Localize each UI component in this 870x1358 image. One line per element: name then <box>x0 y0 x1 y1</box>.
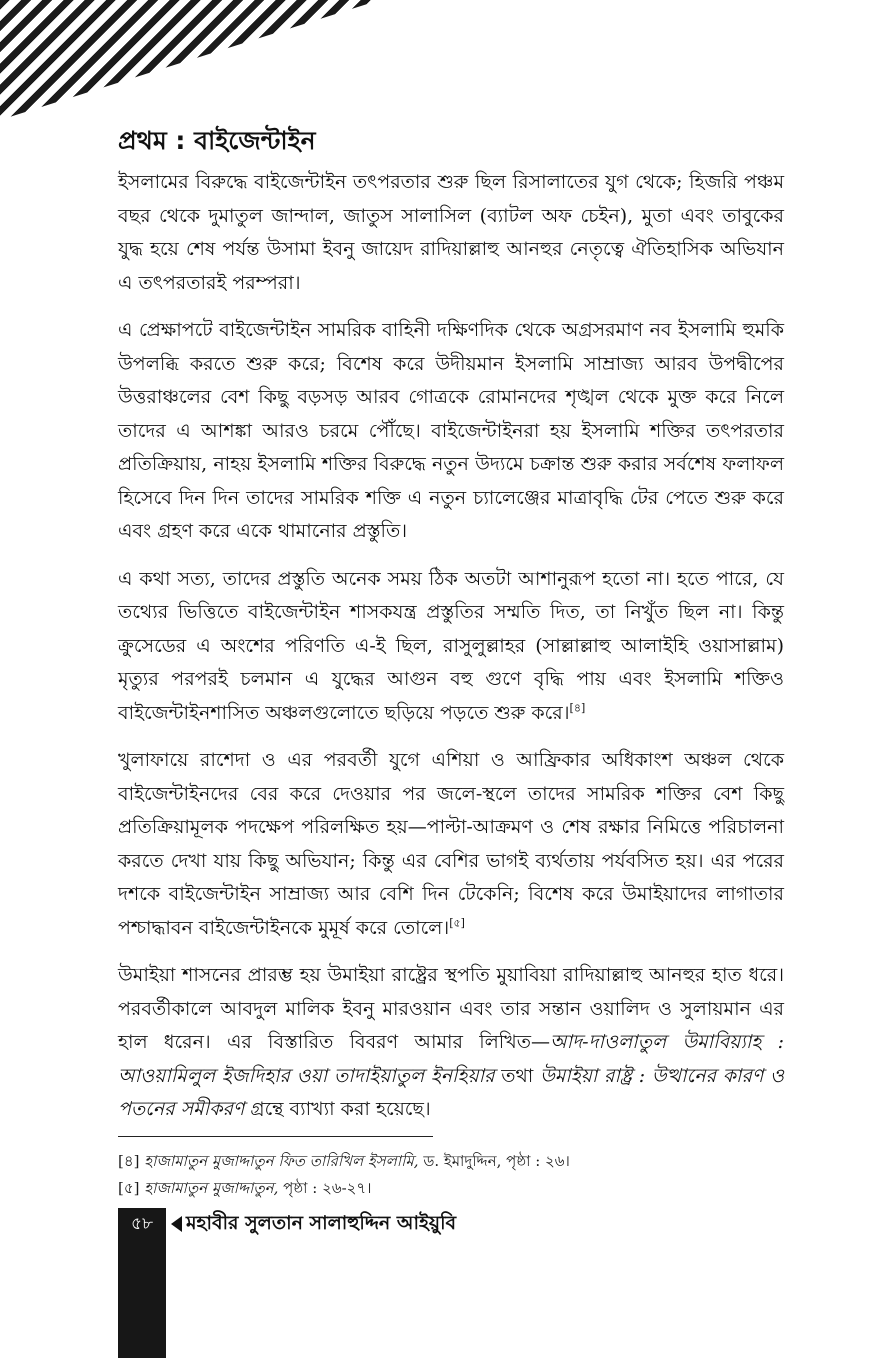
paragraph-4-text: খুলাফায়ে রাশেদা ও এর পরবর্তী যুগে এশিয়া ও আফ্রিকার অধিকাংশ অঞ্চল থেকে বাইজেন্টাইনদের বের করে দেওয়ার পর জলে-স্থলে তাদের সামরিক শক্তির বেশ কিছু প্রতিক্রিয়ামূলক পদক্ষেপ পরিলক্ষিত হয়—পাল্টা-আক্রমণ ও শেষ রক্ষার নিমিত্তে পরিচালনা করতে দেখা যায় কিছু অভিযান; কিন্তু এর বেশির ভাগই ব্যর্থতায় পর্যবসিত হয়। এর পরের দশকে বাইজেন্টাইন সাম্রাজ্য আর বেশি দিন টেকেনি; বিশেষ করে উমাইয়াদের লাগাতার পশ্চাদ্ধাবন বাইজেন্টাইনকে মুমূর্ষ করে তোলে। <box>118 749 784 939</box>
book-title-arabic: আদ-দাওলাতুল উমাবিয়্যাহ : আওয়ামিলুল ইজদিহার ওয়া তাদাইয়াতুল ইনহিয়ার <box>118 1031 784 1087</box>
footnote-4-detail: ড. ইমাদুদ্দিন, পৃষ্ঠা : ২৬। <box>418 1152 570 1170</box>
running-book-title: মহাবীর সুলতান সালাহুদ্দিন আইয়ুবি <box>186 1212 457 1234</box>
page-number: ৫৮ <box>130 1214 154 1234</box>
footnote-4-number: [৪] <box>118 1152 145 1170</box>
paragraph-3 <box>118 563 784 731</box>
footnote-4 <box>118 1148 818 1175</box>
footnote-5 <box>118 1175 818 1202</box>
paragraph-5-end: গ্রন্থে ব্যাখ্যা করা হয়েছে। <box>244 1098 431 1120</box>
paragraph-5-connector: তথা <box>494 1064 540 1087</box>
section-heading: প্রথম : বাইজেন্টাইন <box>118 126 316 155</box>
footnote-4-title: হাজামাতুন মুজাদ্দাতুন ফিত তারিখিল ইসলামি, <box>144 1152 419 1170</box>
paragraph-1: ইসলামের বিরুদ্ধে বাইজেন্টাইন তৎপরতার শুরু ছিল রিসালাতের যুগ থেকে; হিজরি পঞ্চম বছর থেকে দুমাতুল জান্দাল, জাতুস সালাসিল (ব্যাটল অফ চেইন), মুতা এবং তাবুকের যুদ্ধ হয়ে শেষ পর্যন্ত উসামা ইবনু জায়েদ রাদিয়াল্লাহু আনহুর নেতৃত্বে ঐতিহাসিক অভিযান এ তৎপরতারই পরম্পরা। <box>118 171 784 294</box>
paragraph-5 <box>118 959 784 1127</box>
footnote-5-number: [৫] <box>118 1179 145 1197</box>
paragraph-3-text: এ কথা সত্য, তাদের প্রস্তুতি অনেক সময় ঠিক অতটা আশানুরূপ হতো না। হতে পারে, যে তথ্যের ভিত্তিতে বাইজেন্টাইন শাসকযন্ত্র প্রস্তুতির সম্মতি দিত, তা নিখুঁত ছিল না। কিন্তু ক্রুসেডের এ অংশের পরিণতি এ-ই ছিল, রাসুলুল্লাহর (সাল্লাল্লাহু আলাইহি ওয়াসাল্লাম) মৃত্যুর পরপরই চলমান এ যুদ্ধের আগুন বহু গুণে বৃদ্ধি পায় এবং ইসলামি শক্তিও বাইজেন্টাইনশাসিত অঞ্চলগুলোতে ছড়িয়ে পড়তে শুরু করে। <box>118 567 784 724</box>
book-title-bengali: উমাইয়া রাষ্ট্র : উত্থানের কারণ ও পতনের সমীকরণ <box>118 1064 784 1120</box>
footnote-5-title: হাজামাতুন মুজাদ্দাতুন, <box>144 1179 279 1197</box>
decorative-stripes <box>0 0 380 120</box>
footnote-divider <box>118 1136 433 1137</box>
paragraph-2: এ প্রেক্ষাপটে বাইজেন্টাইন সামরিক বাহিনী দক্ষিণদিক থেকে অগ্রসরমাণ নব ইসলামি হুমকি উপলব্ধি করতে শুরু করে; বিশেষ করে উদীয়মান ইসলামি সাম্রাজ্য আরব উপদ্বীপের উত্তরাঞ্চলের বেশ কিছু বড়সড় আরব গোত্রকে রোমানদের শৃঙ্খল থেকে মুক্ত করে নিলে তাদের এ আশঙ্কা আরও চরমে পৌঁছে। বাইজেন্টাইনরা হয় ইসলামি শক্তির তৎপরতার প্রতিক্রিয়ায়, নাহয় ইসলামি শক্তির বিরুদ্ধে নতুন উদ্যমে চক্রান্ত শুরু করার সর্বশেষ ফলাফল হিসেবে দিন দিন তাদের সামরিক শক্তি এ নতুন চ্যালেঞ্জের মাত্রাবৃদ্ধি টের পেতে শুরু করে এবং গ্রহণ করে একে থামানোর প্রস্তুতি। <box>118 319 784 542</box>
footnotes <box>118 1148 818 1202</box>
paragraph-4 <box>118 744 784 945</box>
footnote-5-detail: পৃষ্ঠা : ২৬-২৭। <box>278 1179 372 1197</box>
footnote-ref-5[interactable]: [৫] <box>449 916 465 930</box>
body-text <box>118 166 784 1141</box>
arrow-left-icon <box>171 1216 182 1232</box>
paragraph-5-text: উমাইয়া শাসনের প্রারম্ভ হয় উমাইয়া রাষ্ট্রের স্থপতি মুয়াবিয়া রাদিয়াল্লাহু আনহুর হাত ধরে। পরবর্তীকালে আবদুল মালিক ইবনু মারওয়ান এবং তার সন্তান ওয়ালিদ ও সুলায়মান এর হাল ধরেন। এর বিস্তারিত বিবরণ আমার লিখিত— <box>118 964 784 1053</box>
footnote-ref-4[interactable]: [৪] <box>569 701 586 715</box>
